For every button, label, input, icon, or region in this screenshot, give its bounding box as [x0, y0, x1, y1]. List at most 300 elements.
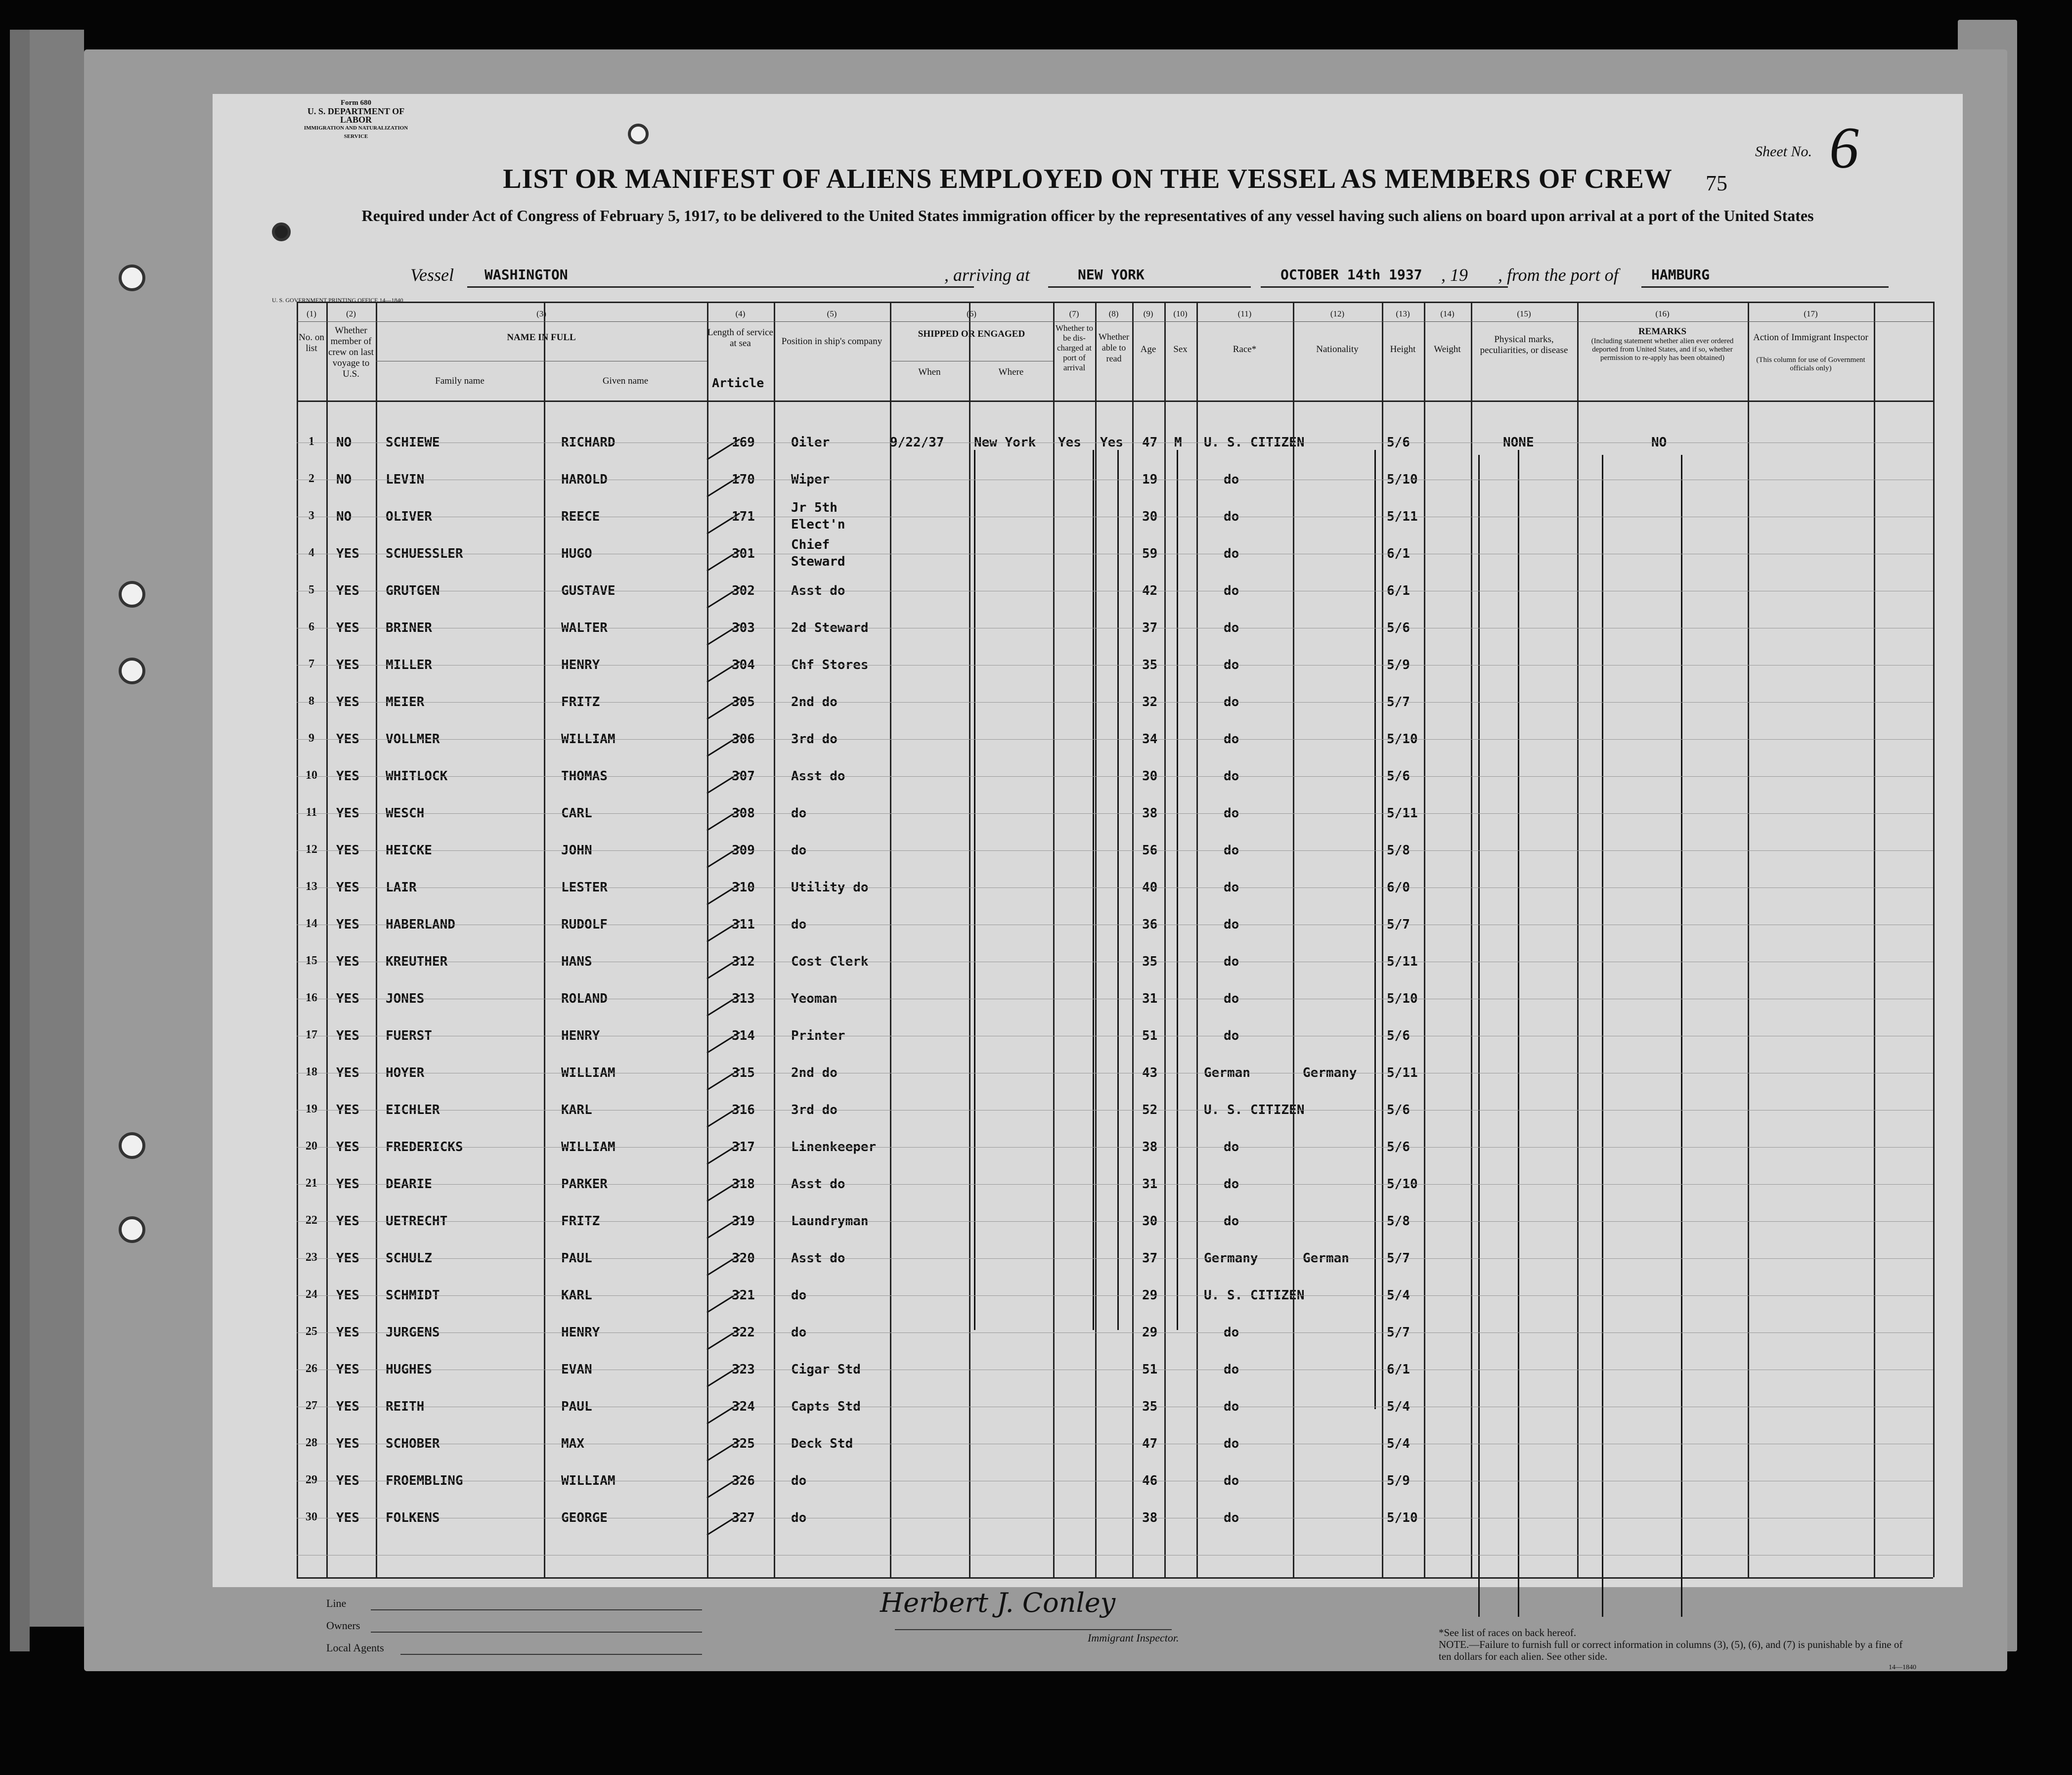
given-name-cell: EVAN: [561, 1362, 592, 1377]
height-cell: 5/7: [1387, 1325, 1410, 1340]
row-number: 30: [306, 1510, 317, 1523]
position-cell: 2nd do: [791, 695, 838, 710]
prev-voyage-cell: YES: [336, 1473, 359, 1488]
given-name-cell: HENRY: [561, 658, 600, 672]
height-cell: 5/10: [1387, 991, 1418, 1006]
position-cell-line2: Elect'n: [791, 517, 845, 532]
age-cell: 37: [1142, 1251, 1158, 1266]
height-cell: 5/8: [1387, 1214, 1410, 1229]
article-number-cell: 318: [732, 1177, 755, 1192]
given-name-cell: KARL: [561, 1103, 592, 1117]
family-name-cell: JURGENS: [386, 1325, 440, 1340]
prev-voyage-cell: YES: [336, 1510, 359, 1525]
race-cell: U. S. CITIZEN: [1204, 1288, 1305, 1303]
given-name-cell: CARL: [561, 806, 592, 821]
family-name-header: Family name: [435, 376, 485, 386]
col-14-number: (14): [1440, 309, 1455, 318]
col-4-number: (4): [735, 309, 746, 318]
form-identifier: [297, 99, 415, 141]
row-number: 6: [309, 621, 314, 633]
age-cell: 32: [1142, 695, 1158, 710]
position-cell: do: [791, 1288, 807, 1303]
given-name-cell: FRITZ: [561, 1214, 600, 1229]
family-name-cell: HABERLAND: [386, 917, 455, 932]
given-name-cell: THOMAS: [561, 769, 608, 784]
age-cell: 31: [1142, 1177, 1158, 1192]
row-number: 9: [309, 732, 314, 745]
position-cell: Utility do: [791, 880, 869, 895]
given-name-cell: REECE: [561, 509, 600, 524]
col-9-number: (9): [1143, 309, 1153, 318]
col-15-number: (15): [1517, 309, 1531, 318]
given-name-cell: RUDOLF: [561, 917, 608, 932]
family-name-cell: REITH: [386, 1399, 425, 1414]
family-name-cell: SCHOBER: [386, 1436, 440, 1451]
family-name-cell: SCHULZ: [386, 1251, 432, 1266]
race-cell: U. S. CITIZEN: [1204, 435, 1305, 450]
vessel-label: Vessel: [410, 265, 454, 285]
height-cell: 5/9: [1387, 1473, 1410, 1488]
race-cell: do: [1224, 509, 1239, 524]
prev-voyage-cell: YES: [336, 954, 359, 969]
col-5-number: (5): [827, 309, 837, 318]
row-number: 7: [309, 658, 314, 670]
prev-voyage-cell: YES: [336, 1103, 359, 1117]
family-name-cell: LEVIN: [386, 472, 425, 487]
family-name-cell: HEICKE: [386, 843, 432, 858]
shipped-where-cell: New York: [974, 435, 1036, 450]
article-number-cell: 308: [732, 806, 755, 821]
prev-voyage-cell: YES: [336, 843, 359, 858]
height-cell: 6/1: [1387, 1362, 1410, 1377]
row-number: 24: [306, 1288, 317, 1301]
footer-note: [1439, 1627, 1913, 1662]
row-number: 8: [309, 695, 314, 708]
article-number-cell: 171: [732, 509, 755, 524]
punch-hole: [119, 1132, 145, 1159]
family-name-cell: MEIER: [386, 695, 425, 710]
sex-cell: M: [1174, 435, 1182, 450]
article-number-cell: 305: [732, 695, 755, 710]
prev-voyage-cell: YES: [336, 769, 359, 784]
race-cell: do: [1224, 1362, 1239, 1377]
given-name-cell: ROLAND: [561, 991, 608, 1006]
ditto-line: [1518, 450, 1519, 1617]
article-number-cell: 169: [732, 435, 755, 450]
age-cell: 30: [1142, 509, 1158, 524]
given-name-cell: GUSTAVE: [561, 583, 616, 598]
article-number-cell: 326: [732, 1473, 755, 1488]
year-label: , 19: [1441, 265, 1468, 285]
prev-voyage-cell: YES: [336, 621, 359, 635]
prev-voyage-cell: YES: [336, 1362, 359, 1377]
height-cell: 5/10: [1387, 732, 1418, 747]
prev-voyage-cell: YES: [336, 1325, 359, 1340]
punch-hole: [272, 222, 291, 241]
age-cell: 46: [1142, 1473, 1158, 1488]
col-1-number: (1): [307, 309, 316, 318]
position-cell: Oiler: [791, 435, 830, 450]
age-cell: 37: [1142, 621, 1158, 635]
position-cell: 2nd do: [791, 1065, 838, 1080]
prev-voyage-cell: YES: [336, 1214, 359, 1229]
age-cell: 51: [1142, 1028, 1158, 1043]
local-agents-label: Local Agents: [326, 1642, 384, 1654]
race-cell: do: [1224, 1325, 1239, 1340]
given-name-cell: HUGO: [561, 546, 592, 561]
position-cell: Cost Clerk: [791, 954, 869, 969]
family-name-cell: UETRECHT: [386, 1214, 448, 1229]
family-name-cell: DEARIE: [386, 1177, 432, 1192]
given-name-cell: HENRY: [561, 1325, 600, 1340]
position-cell: Deck Std: [791, 1436, 853, 1451]
prev-voyage-cell: YES: [336, 806, 359, 821]
col-10-label: Sex: [1173, 344, 1188, 355]
family-name-cell: HUGHES: [386, 1362, 432, 1377]
prev-voyage-cell: NO: [336, 472, 352, 487]
line-label: Line: [326, 1597, 347, 1609]
race-cell: do: [1224, 583, 1239, 598]
family-name-cell: MILLER: [386, 658, 432, 672]
row-number: 20: [306, 1140, 317, 1153]
article-number-cell: 302: [732, 583, 755, 598]
age-cell: 34: [1142, 732, 1158, 747]
inspector-label: Immigrant Inspector.: [1088, 1632, 1179, 1644]
family-name-cell: FUERST: [386, 1028, 432, 1043]
family-name-cell: FREDERICKS: [386, 1140, 463, 1154]
col-5-label: Position in ship's company: [781, 336, 882, 347]
position-cell: Linenkeeper: [791, 1140, 877, 1154]
col-1-label: No. on list: [299, 332, 324, 354]
row-number: 26: [306, 1362, 317, 1375]
position-cell: Laundryman: [791, 1214, 869, 1229]
article-number-cell: 301: [732, 546, 755, 561]
height-cell: 5/8: [1387, 843, 1410, 858]
height-cell: 5/9: [1387, 658, 1410, 672]
col-9-label: Age: [1140, 344, 1156, 355]
prev-voyage-cell: YES: [336, 917, 359, 932]
row-number: 27: [306, 1399, 317, 1412]
punch-hole: [119, 581, 145, 608]
family-name-cell: SCHIEWE: [386, 435, 440, 450]
col-11-number: (11): [1237, 309, 1252, 318]
col-3-number: (3): [536, 309, 546, 318]
given-name-cell: GEORGE: [561, 1510, 608, 1525]
age-cell: 35: [1142, 1399, 1158, 1414]
col-2-label: Whether member of crew on last voyage to U.S.: [328, 325, 374, 379]
age-cell: 47: [1142, 1436, 1158, 1451]
height-cell: 5/6: [1387, 1103, 1410, 1117]
row-number: 21: [306, 1177, 317, 1190]
race-cell: Germany: [1204, 1251, 1258, 1266]
height-cell: 5/4: [1387, 1399, 1410, 1414]
height-cell: 5/7: [1387, 1251, 1410, 1266]
age-cell: 51: [1142, 1362, 1158, 1377]
race-cell: do: [1224, 1214, 1239, 1229]
race-cell: do: [1224, 991, 1239, 1006]
given-name-cell: FRITZ: [561, 695, 600, 710]
race-cell: do: [1224, 1177, 1239, 1192]
position-cell: Jr 5th: [791, 500, 838, 515]
form-number: Form 680: [340, 99, 372, 107]
age-cell: 30: [1142, 769, 1158, 784]
ditto-line: [1117, 450, 1119, 1330]
manifest-sheet: [213, 94, 1963, 1671]
col-10-number: (10): [1173, 309, 1188, 318]
row-number: 22: [306, 1214, 317, 1227]
family-name-cell: WHITLOCK: [386, 769, 448, 784]
family-name-cell: OLIVER: [386, 509, 432, 524]
col-11-label: Race*: [1233, 344, 1257, 355]
col-8-label: Whether able to read: [1099, 332, 1129, 363]
position-cell: Cigar Std: [791, 1362, 861, 1377]
col-12-number: (12): [1330, 309, 1345, 318]
row-number: 18: [306, 1065, 317, 1078]
race-cell: U. S. CITIZEN: [1204, 1103, 1305, 1117]
punch-hole: [119, 1216, 145, 1243]
position-cell: Chf Stores: [791, 658, 869, 672]
article-number-cell: 304: [732, 658, 755, 672]
race-cell: do: [1224, 1473, 1239, 1488]
prev-voyage-cell: YES: [336, 991, 359, 1006]
binder-spine: [10, 30, 30, 1651]
shipped-when-cell: 9/22/37: [890, 435, 944, 450]
prev-voyage-cell: YES: [336, 695, 359, 710]
article-number-cell: 327: [732, 1510, 755, 1525]
position-cell: Printer: [791, 1028, 845, 1043]
position-cell: Asst do: [791, 583, 845, 598]
row-number: 25: [306, 1325, 317, 1338]
position-cell: 2d Steward: [791, 621, 869, 635]
row-number: 14: [306, 917, 317, 930]
prev-voyage-cell: NO: [336, 509, 352, 524]
given-name-header: Given name: [602, 376, 649, 386]
given-name-cell: WILLIAM: [561, 1065, 616, 1080]
row-number: 23: [306, 1251, 317, 1264]
article-number-cell: 317: [732, 1140, 755, 1154]
ditto-line: [1374, 450, 1376, 1409]
race-cell: do: [1224, 732, 1239, 747]
row-number: 4: [309, 546, 314, 559]
prev-voyage-cell: YES: [336, 732, 359, 747]
row-number: 12: [306, 843, 317, 856]
age-cell: 30: [1142, 1214, 1158, 1229]
race-cell: do: [1224, 843, 1239, 858]
article-number-cell: 307: [732, 769, 755, 784]
position-cell: Yeoman: [791, 991, 838, 1006]
row-number: 11: [306, 806, 317, 819]
col-14-label: Weight: [1434, 344, 1461, 355]
race-cell: do: [1224, 806, 1239, 821]
age-cell: 38: [1142, 1140, 1158, 1154]
height-cell: 5/10: [1387, 1510, 1418, 1525]
race-cell: do: [1224, 695, 1239, 710]
row-number: 28: [306, 1436, 317, 1449]
age-cell: 35: [1142, 954, 1158, 969]
prev-voyage-cell: YES: [336, 1288, 359, 1303]
given-name-cell: WILLIAM: [561, 732, 616, 747]
height-cell: 5/4: [1387, 1288, 1410, 1303]
race-cell: do: [1224, 1510, 1239, 1525]
age-cell: 29: [1142, 1288, 1158, 1303]
age-cell: 31: [1142, 991, 1158, 1006]
ditto-line: [1093, 450, 1094, 1330]
race-cell: do: [1224, 546, 1239, 561]
family-name-cell: KREUTHER: [386, 954, 448, 969]
page-number: 75: [1706, 171, 1727, 195]
position-cell: do: [791, 917, 807, 932]
height-cell: 6/1: [1387, 546, 1410, 561]
article-number-cell: 310: [732, 880, 755, 895]
height-cell: 5/6: [1387, 435, 1410, 450]
height-cell: 5/6: [1387, 769, 1410, 784]
position-cell: do: [791, 1325, 807, 1340]
prev-voyage-cell: YES: [336, 1251, 359, 1266]
position-cell: do: [791, 843, 807, 858]
family-name-cell: HOYER: [386, 1065, 425, 1080]
article-number-cell: 309: [732, 843, 755, 858]
prev-voyage-cell: YES: [336, 546, 359, 561]
family-name-cell: GRUTGEN: [386, 583, 440, 598]
article-number-cell: 325: [732, 1436, 755, 1451]
article-number-cell: 306: [732, 732, 755, 747]
article-number-cell: 323: [732, 1362, 755, 1377]
article-number-cell: 303: [732, 621, 755, 635]
prev-voyage-cell: YES: [336, 880, 359, 895]
underlying-page-left: [30, 30, 84, 1627]
position-cell-line2: Steward: [791, 554, 845, 569]
article-number-cell: 311: [732, 917, 755, 932]
nationality-cell: Germany: [1303, 1065, 1357, 1080]
height-cell: 5/6: [1387, 1028, 1410, 1043]
owners-label: Owners: [326, 1619, 360, 1632]
race-cell: do: [1224, 954, 1239, 969]
given-name-cell: PARKER: [561, 1177, 608, 1192]
penalty-note: NOTE.—Failure to furnish full or correct information in columns (3), (5), (6), and (7) is punishable by a fine of ten dollars for each alien. See other side.: [1439, 1639, 1903, 1662]
age-cell: 52: [1142, 1103, 1158, 1117]
age-cell: 42: [1142, 583, 1158, 598]
vessel-name: WASHINGTON: [485, 266, 568, 283]
col-16-label: REMARKS: [1638, 326, 1687, 337]
given-name-cell: HAROLD: [561, 472, 608, 487]
arriving-port: NEW YORK: [1078, 266, 1145, 283]
col-6-number: (6): [967, 309, 976, 318]
article-number-cell: 312: [732, 954, 755, 969]
race-cell: do: [1224, 1028, 1239, 1043]
height-cell: 5/10: [1387, 1177, 1418, 1192]
family-name-cell: VOLLMER: [386, 732, 440, 747]
col-7-number: (7): [1069, 309, 1079, 318]
document-subtitle: Required under Act of Congress of February 5, 1917, to be delivered to the United States immigration officer by the representatives of any vessel having such aliens on board upon arrival at a port of the United States: [361, 207, 1814, 224]
prev-voyage-cell: YES: [336, 1028, 359, 1043]
age-cell: 35: [1142, 658, 1158, 672]
col-17-sublabel: (This column for use of Government officials only): [1756, 356, 1865, 372]
height-cell: 5/7: [1387, 917, 1410, 932]
position-cell: Capts Std: [791, 1399, 861, 1414]
col-12-label: Nationality: [1316, 344, 1359, 355]
position-cell: do: [791, 1473, 807, 1488]
col-16-sublabel: (Including statement whether alien ever ordered deported from United States, and if so, whether permission to re-apply has been obtained): [1591, 337, 1734, 362]
col-16-number: (16): [1655, 309, 1670, 318]
punch-hole: [628, 124, 649, 144]
prev-voyage-cell: NO: [336, 435, 352, 450]
height-cell: 6/0: [1387, 880, 1410, 895]
age-cell: 56: [1142, 843, 1158, 858]
row-number: 10: [306, 769, 317, 782]
position-cell: Asst do: [791, 769, 845, 784]
position-cell: Wiper: [791, 472, 830, 487]
ditto-line: [1177, 450, 1178, 1330]
when-header: When: [918, 367, 941, 377]
family-name-cell: BRINER: [386, 621, 432, 635]
col-6-label: SHIPPED OR ENGAGED: [918, 329, 1025, 339]
row-number: 16: [306, 991, 317, 1004]
race-cell: do: [1224, 917, 1239, 932]
family-name-cell: FROEMBLING: [386, 1473, 463, 1488]
arrival-date: OCTOBER 14th 1937: [1280, 266, 1422, 283]
sheet-number-value: 6: [1829, 115, 1859, 180]
given-name-cell: JOHN: [561, 843, 592, 858]
race-cell: do: [1224, 1436, 1239, 1451]
row-number: 19: [306, 1103, 317, 1115]
prev-voyage-cell: YES: [336, 583, 359, 598]
where-header: Where: [998, 367, 1024, 377]
col-13-label: Height: [1390, 344, 1416, 355]
given-name-cell: WILLIAM: [561, 1140, 616, 1154]
given-name-cell: WALTER: [561, 621, 608, 635]
ditto-line: [974, 450, 975, 1330]
article-number-cell: 319: [732, 1214, 755, 1229]
height-cell: 5/11: [1387, 1065, 1418, 1080]
position-cell: do: [791, 1510, 807, 1525]
age-cell: 59: [1142, 546, 1158, 561]
article-header: Article: [712, 376, 764, 390]
prev-voyage-cell: YES: [336, 1065, 359, 1080]
article-number-cell: 320: [732, 1251, 755, 1266]
remarks-cell: NO: [1651, 435, 1667, 450]
race-cell: do: [1224, 1140, 1239, 1154]
height-cell: 5/7: [1387, 695, 1410, 710]
row-number: 5: [309, 583, 314, 596]
article-number-cell: 322: [732, 1325, 755, 1340]
prev-voyage-cell: YES: [336, 658, 359, 672]
given-name-cell: WILLIAM: [561, 1473, 616, 1488]
height-cell: 5/11: [1387, 806, 1418, 821]
arriving-label: , arriving at: [944, 265, 1030, 285]
prev-voyage-cell: YES: [336, 1177, 359, 1192]
given-name-cell: HENRY: [561, 1028, 600, 1043]
given-name-cell: HANS: [561, 954, 592, 969]
nationality-cell: German: [1303, 1251, 1349, 1266]
prev-voyage-cell: YES: [336, 1399, 359, 1414]
family-name-cell: EICHLER: [386, 1103, 440, 1117]
age-cell: 29: [1142, 1325, 1158, 1340]
crew-table: [297, 302, 1933, 1577]
height-cell: 5/6: [1387, 621, 1410, 635]
article-number-cell: 315: [732, 1065, 755, 1080]
article-number-cell: 170: [732, 472, 755, 487]
col-7-label: Whether to be dis-charged at port of arrival: [1056, 323, 1093, 372]
position-cell: Asst do: [791, 1177, 845, 1192]
given-name-cell: RICHARD: [561, 435, 616, 450]
row-number: 15: [306, 954, 317, 967]
row-number: 3: [309, 509, 314, 522]
row-number: 29: [306, 1473, 317, 1486]
discharged-cell: Yes: [1058, 435, 1081, 450]
races-note: *See list of races on back hereof.: [1439, 1627, 1577, 1639]
given-name-cell: KARL: [561, 1288, 592, 1303]
given-name-cell: PAUL: [561, 1251, 592, 1266]
